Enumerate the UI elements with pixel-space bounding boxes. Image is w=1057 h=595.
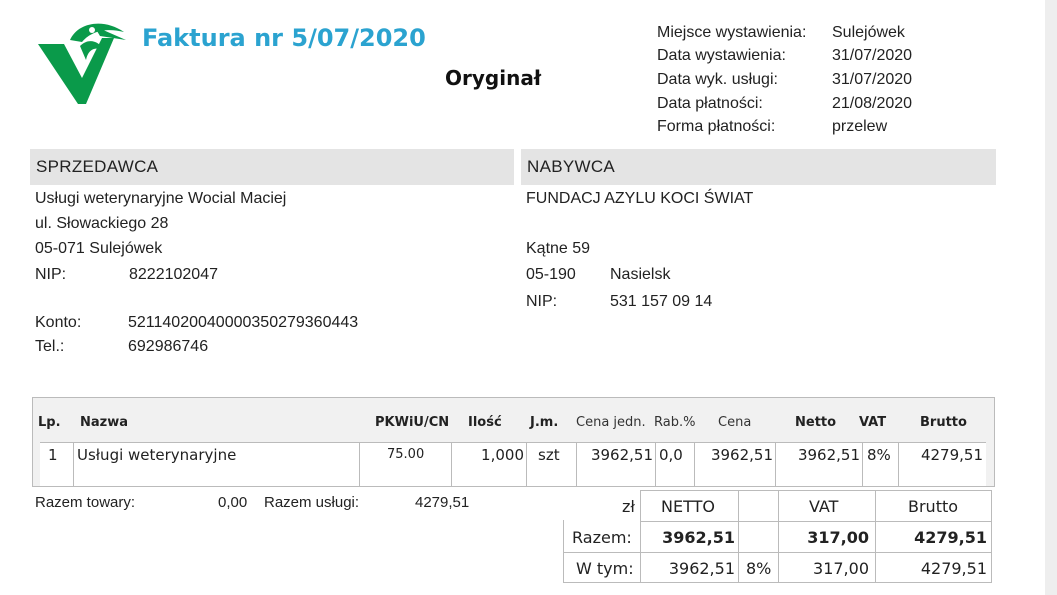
col-header-unit-price: Cena jedn. (576, 415, 646, 430)
cell-unit: szt (538, 446, 560, 464)
incl-rate: 8% (746, 559, 772, 578)
meta-label-place: Miejsce wystawienia: (657, 24, 807, 41)
cell-name: Usługi weterynaryjne (77, 446, 237, 464)
goods-total-value: 0,00 (218, 494, 248, 511)
original-label: Oryginał (445, 66, 542, 90)
seller-nip-label: NIP: (35, 266, 67, 283)
invoice-title: Faktura nr 5/07/2020 (142, 24, 426, 52)
col-header-gross: Brutto (920, 415, 967, 430)
cell-vat: 8% (867, 446, 891, 464)
services-total-value: 4279,51 (415, 494, 470, 511)
col-header-pkwiu: PKWiU/CN (375, 415, 450, 430)
cell-unit-box (526, 443, 577, 486)
buyer-heading-band (521, 149, 996, 185)
seller-city: 05-071 Sulejówek (35, 240, 163, 257)
cell-gross: 4279,51 (920, 446, 983, 464)
cell-price: 3962,51 (710, 446, 773, 464)
cell-price-box (694, 443, 776, 486)
totals-col-vat: VAT (809, 497, 839, 516)
buyer-city: Nasielsk (610, 266, 671, 283)
page-edge (1045, 0, 1057, 595)
cell-qty-box (451, 443, 527, 486)
cell-net-box (775, 443, 863, 486)
meta-value-place: Sulejówek (832, 24, 905, 41)
seller-name: Usługi weterynaryjne Wocial Maciej (35, 190, 287, 207)
col-header-net: Netto (795, 415, 837, 430)
col-header-discount: Rab.% (654, 415, 696, 430)
currency-label: zł (622, 497, 635, 516)
goods-total-label: Razem towary: (35, 494, 136, 511)
cell-pkwiu-box (359, 443, 452, 486)
cell-unit-price: 3962,51 (590, 446, 653, 464)
totals-col-net: NETTO (661, 497, 715, 516)
incl-net: 3962,51 (668, 559, 735, 578)
table-row (40, 442, 986, 486)
seller-account: 52114020040000350279360443 (128, 314, 359, 331)
cell-gross-box (898, 443, 985, 486)
buyer-nip: 531 157 09 14 (610, 293, 713, 310)
incl-gross: 4279,51 (920, 559, 987, 578)
meta-value-service-date: 31/07/2020 (832, 71, 913, 88)
total-gross: 4279,51 (914, 528, 987, 547)
buyer-name: FUNDACJ AZYLU KOCI ŚWIAT (526, 190, 754, 207)
meta-label-payment-method: Forma płatności: (657, 118, 776, 135)
col-header-price: Cena (718, 415, 752, 430)
buyer-street: Kątne 59 (526, 240, 591, 257)
total-net: 3962,51 (662, 528, 735, 547)
cell-qty: 1,000 (481, 446, 524, 464)
seller-heading-band (30, 149, 514, 185)
cell-lp: 1 (48, 446, 58, 464)
meta-value-payment-method: przelew (832, 118, 888, 135)
meta-label-issue-date: Data wystawienia: (657, 47, 786, 64)
col-header-lp: Lp. (38, 415, 61, 430)
services-total-label: Razem usługi: (264, 494, 360, 511)
incl-vat: 317,00 (813, 559, 869, 578)
cell-name-box (73, 443, 360, 486)
buyer-postal: 05-190 (526, 266, 576, 283)
col-header-qty: Ilość (468, 415, 502, 430)
meta-label-payment-date: Data płatności: (657, 95, 763, 112)
cell-pkwiu: 75.00 (387, 447, 425, 462)
meta-value-payment-date: 21/08/2020 (832, 95, 913, 112)
meta-value-issue-date: 31/07/2020 (832, 47, 913, 64)
buyer-nip-label: NIP: (526, 293, 558, 310)
incl-label: W tym: (576, 559, 634, 578)
cell-discount-box (655, 443, 695, 486)
seller-account-label: Konto: (35, 314, 82, 331)
totals-col-gross: Brutto (908, 497, 959, 516)
company-logo (34, 16, 130, 108)
seller-phone-label: Tel.: (35, 338, 65, 355)
buyer-heading: NABYWCA (527, 157, 616, 176)
cell-unit-price-box (576, 443, 656, 486)
seller-street: ul. Słowackiego 28 (35, 215, 169, 232)
cell-lp-box (40, 443, 74, 486)
meta-label-service-date: Data wyk. usługi: (657, 71, 778, 88)
total-vat: 317,00 (807, 528, 869, 547)
seller-phone: 692986746 (128, 338, 209, 355)
col-header-name: Nazwa (80, 415, 129, 430)
col-header-unit: J.m. (530, 415, 559, 430)
total-label: Razem: (572, 528, 632, 547)
seller-heading: SPRZEDAWCA (36, 157, 159, 176)
seller-nip: 8222102047 (129, 266, 218, 283)
col-header-vat: VAT (859, 415, 887, 430)
cell-vat-box (862, 443, 899, 486)
cell-discount: 0,0 (659, 446, 683, 464)
cell-net: 3962,51 (797, 446, 860, 464)
